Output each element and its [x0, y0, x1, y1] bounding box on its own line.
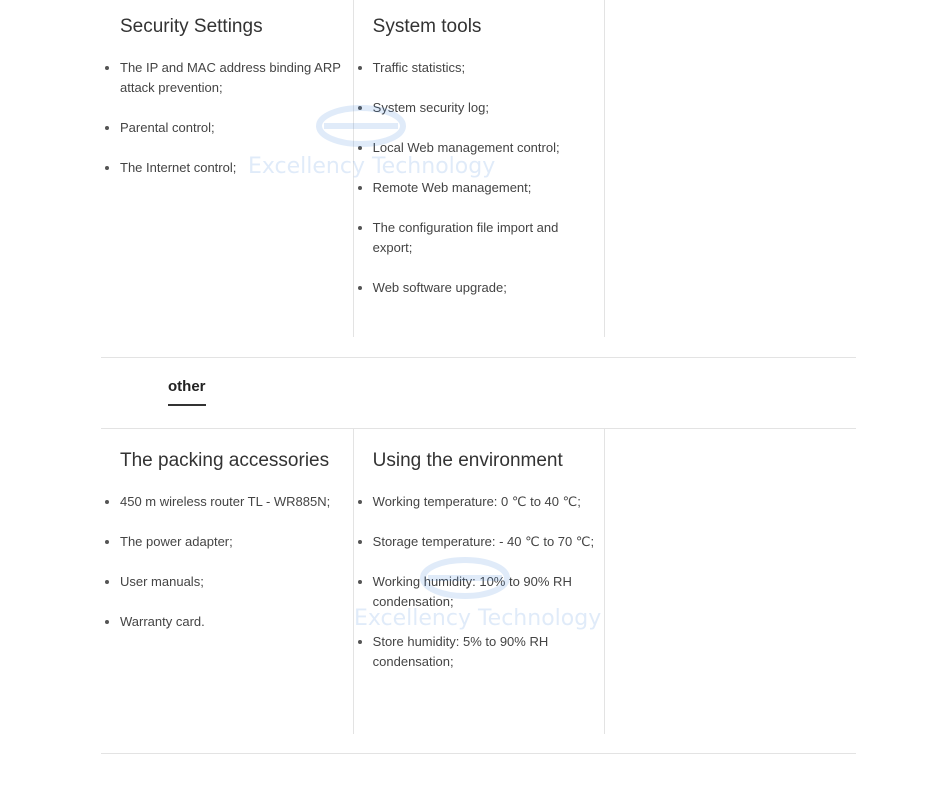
list-item: System security log;	[373, 98, 595, 118]
list-item: The power adapter;	[120, 532, 342, 552]
watermark-text: Excellency Technology	[354, 606, 602, 631]
list-item: Store humidity: 5% to 90% RH condensation;	[373, 632, 595, 672]
watermark-text: Excellency Technology	[248, 154, 496, 179]
list-item: The IP and MAC address binding ARP attack prevention;	[120, 58, 342, 98]
security-settings-list	[120, 58, 342, 198]
security-settings-title: Security Settings	[120, 16, 263, 37]
list-item: 450 m wireless router TL - WR885N;	[120, 492, 342, 512]
list-item: Local Web management control;	[373, 138, 595, 158]
list-item: Working temperature: 0 ℃ to 40 ℃;	[373, 492, 595, 512]
packing-accessories-list	[120, 492, 342, 652]
system-tools-list	[373, 58, 595, 318]
empty-column	[604, 0, 856, 337]
top-spec-section	[101, 0, 856, 337]
system-tools-title: System tools	[372, 16, 482, 37]
list-item: Storage temperature: - 40 ℃ to 70 ℃;	[373, 532, 595, 552]
environment-column	[353, 429, 605, 734]
environment-title: Using the environment	[372, 450, 563, 471]
empty-column	[604, 429, 856, 734]
packing-accessories-column	[101, 429, 353, 734]
system-tools-column	[353, 0, 605, 337]
list-item: User manuals;	[120, 572, 342, 592]
packing-accessories-title: The packing accessories	[120, 450, 330, 471]
bottom-spec-section	[101, 429, 856, 734]
list-item: Web software upgrade;	[373, 278, 595, 298]
tab-other[interactable]: other	[168, 378, 206, 406]
security-settings-column	[101, 0, 353, 337]
list-item: The configuration file import and export;	[373, 218, 595, 258]
list-item: The Internet control;	[120, 158, 342, 178]
environment-list	[373, 492, 595, 692]
list-item: Warranty card.	[120, 612, 342, 632]
divider	[101, 753, 856, 754]
divider	[101, 357, 856, 358]
list-item: Working humidity: 10% to 90% RH condensation;	[373, 572, 595, 612]
list-item: Parental control;	[120, 118, 342, 138]
list-item: Remote Web management;	[373, 178, 595, 198]
list-item: Traffic statistics;	[373, 58, 595, 78]
